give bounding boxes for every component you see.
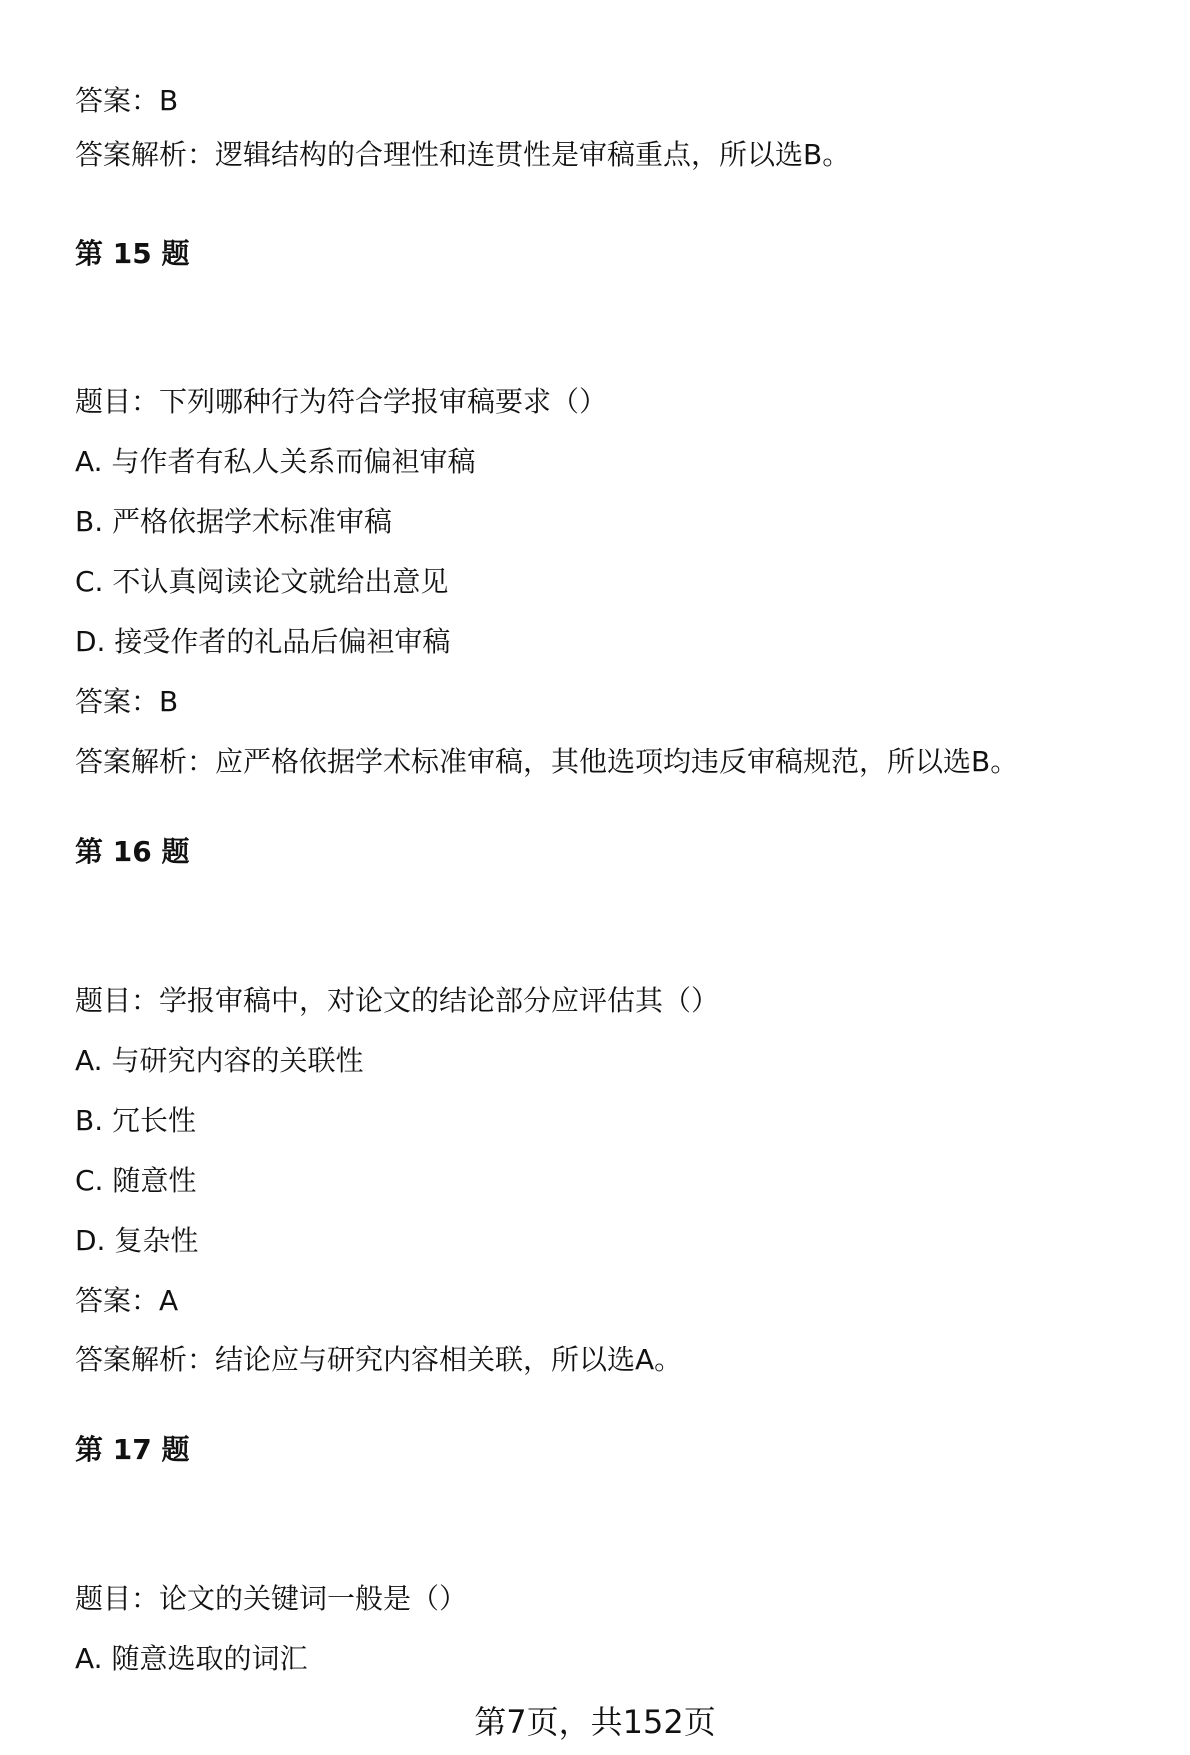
option-c-16: C. 随意性 [75,1164,197,1197]
answer-15: 答案：B [75,685,179,718]
page-footer: 第7页，共152页 [474,1703,716,1741]
analysis-15: 答案解析：应严格依据学术标准审稿，其他选项均违反审稿规范，所以选B。 [75,745,1019,778]
option-b-16: B. 冗长性 [75,1104,197,1137]
analysis-16: 答案解析：结论应与研究内容相关联，所以选A。 [75,1343,683,1376]
answer-14: 答案：B [75,84,179,117]
option-d-16: D. 复杂性 [75,1224,199,1257]
option-a-16: A. 与研究内容的关联性 [75,1044,364,1077]
question-stem-17: 题目：论文的关键词一般是（） [75,1582,468,1615]
option-c-15: C. 不认真阅读论文就给出意见 [75,565,449,598]
option-a-15: A. 与作者有私人关系而偏袒审稿 [75,445,476,478]
question-heading-17: 第 17 题 [75,1433,190,1466]
question-stem-15: 题目：下列哪种行为符合学报审稿要求（） [75,385,608,418]
option-d-15: D. 接受作者的礼品后偏袒审稿 [75,625,451,658]
analysis-14: 答案解析：逻辑结构的合理性和连贯性是审稿重点，所以选B。 [75,138,851,171]
option-a-17: A. 随意选取的词汇 [75,1642,308,1675]
question-stem-16: 题目：学报审稿中，对论文的结论部分应评估其（） [75,984,720,1017]
question-heading-15: 第 15 题 [75,237,190,270]
question-heading-16: 第 16 题 [75,835,190,868]
answer-16: 答案：A [75,1284,179,1317]
option-b-15: B. 严格依据学术标准审稿 [75,505,393,538]
